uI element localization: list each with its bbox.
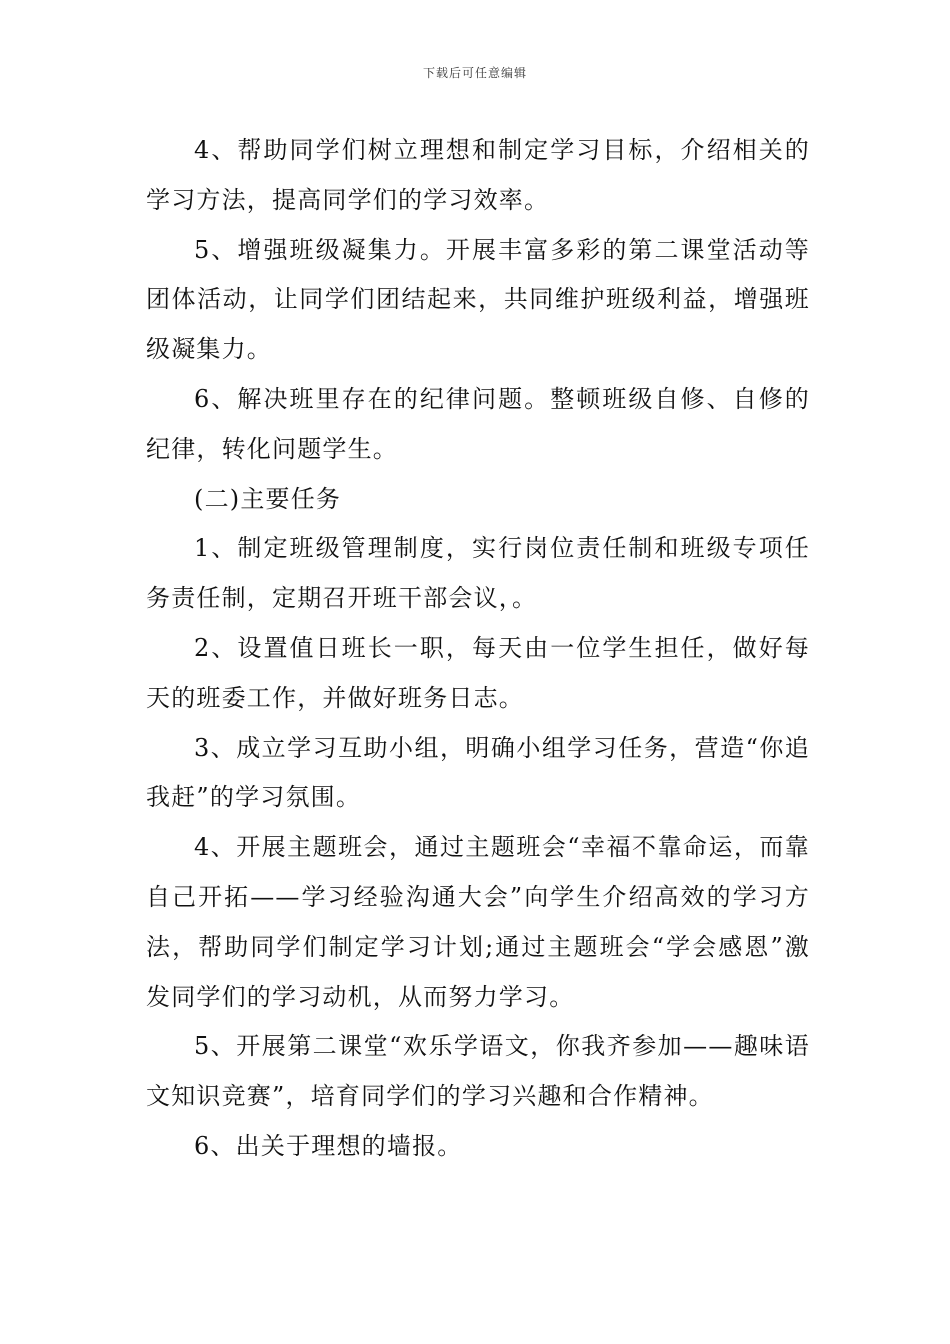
- paragraph-task-6: 6、出关于理想的墙报。: [194, 1131, 463, 1160]
- page-header: 下载后可任意编辑: [422, 66, 527, 80]
- paragraph-goal-6: 6、解决班里存在的纪律问题。整顿班级自修、自修的纪律，转化问题学生。: [146, 384, 810, 463]
- paragraph-task-3: 3、成立学习互助小组，明确小组学习任务，营造“你追我赶”的学习氛围。: [146, 733, 810, 812]
- section-heading-main-tasks: (二)主要任务: [194, 484, 342, 513]
- paragraph-goal-4: 4、帮助同学们树立理想和制定学习目标，介绍相关的学习方法，提高同学们的学习效率。: [146, 136, 810, 214]
- paragraph-task-4: 4、开展主题班会，通过主题班会“幸福不靠命运，而靠自己开拓——学习经验沟通大会”向学生介绍高效的学习方法，帮助同学们制定学习计划;通过主题班会“学会感恩”激发同学们的学习动机，从而努力学习。: [146, 833, 810, 1011]
- paragraph-task-2: 2、设置值日班长一职，每天由一位学生担任，做好每天的班委工作，并做好班务日志。: [146, 633, 810, 712]
- document-body: [146, 126, 810, 1172]
- paragraph-task-1: 1、制定班级管理制度，实行岗位责任制和班级专项任务责任制，定期召开班干部会议，。: [146, 534, 810, 613]
- paragraph-task-5: 5、开展第二课堂“欢乐学语文，你我齐参加——趣味语文知识竞赛”，培育同学们的学习兴趣和合作精神。: [146, 1032, 810, 1111]
- paragraph-goal-5: 5、增强班级凝集力。开展丰富多彩的第二课堂活动等团体活动，让同学们团结起来，共同维护班级利益，增强班级凝集力。: [146, 235, 810, 364]
